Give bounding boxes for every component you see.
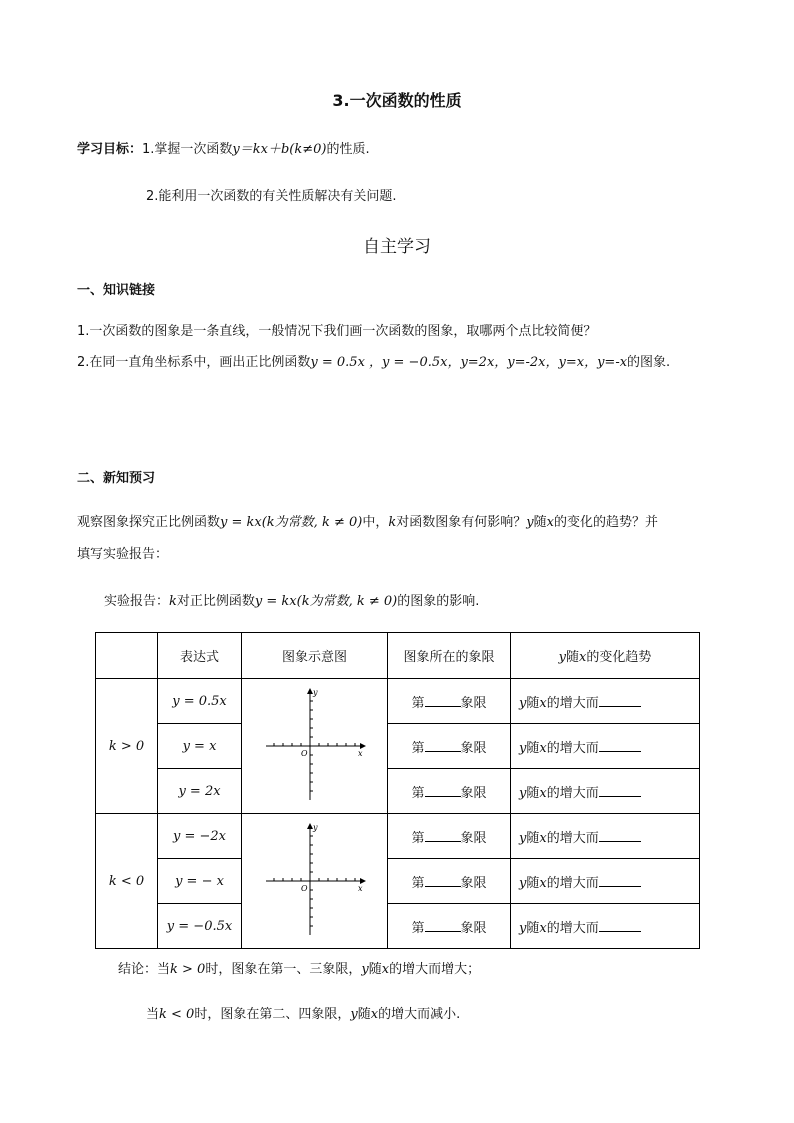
q2-suffix: 的图象. [627,355,671,370]
concl1-y: y [361,962,369,977]
learning-goal-2: 2.能利用一次函数的有关性质解决有关问题. [146,189,397,204]
trend-cell [511,769,700,814]
axis-x-label: x [357,749,363,758]
quad-prefix: 第 [411,695,425,711]
concl1-prefix: 结论：当 [118,962,171,977]
quad-suffix: 象限 [460,695,487,711]
obs1-formula: y = kx(k为常数, k ≠ 0) [220,515,363,530]
axis-origin-label: O [300,884,308,893]
q2-formulas: y = 0.5x ，y = −0.5x，y=2x，y=-2x，y=x，y=-x [310,355,628,370]
quadrant-cell [388,814,511,859]
table-row [96,859,700,904]
goal1-prefix: 1.掌握一次函数 [142,142,233,157]
trend-suffix: 的增大而 [546,785,599,801]
header-expression: 表达式 [158,633,242,679]
quadrant-cell [388,679,511,724]
coordinate-axes-sketch [260,686,370,806]
observation-line-1 [77,511,658,530]
obs1-mid3: 随 [533,515,547,530]
quadrant-blank[interactable] [425,739,461,752]
axes-sketch-cell [242,814,388,949]
trend-cell [511,679,700,724]
trend-cell [511,859,700,904]
quad-suffix: 象限 [460,875,487,891]
expression-cell: y = 0.5x [158,679,242,724]
concl1-cond: k > 0 [170,962,206,977]
trend-mid: 随 [526,920,540,936]
axis-y-label: y [312,688,318,697]
trend-y: y [519,740,527,756]
concl2-cond: k < 0 [159,1007,195,1022]
report-prefix: 实验报告： [104,594,170,609]
expression-cell: y = −0.5x [158,904,242,949]
concl2-mid: 随 [357,1007,371,1022]
report-k: k [169,594,177,609]
quad-prefix: 第 [411,920,425,936]
trend-blank[interactable] [599,919,641,932]
trend-x: x [539,785,547,801]
quadrant-blank[interactable] [425,874,461,887]
question-1: 1.一次函数的图象是一条直线，一般情况下我们画一次函数的图象，取哪两个点比较简便？ [77,324,597,339]
trend-mid: 随 [526,695,540,711]
axis-origin-label: O [300,749,308,758]
concl1-suffix: 的增大而增大； [389,962,481,977]
quad-prefix: 第 [411,830,425,846]
table-row [96,769,700,814]
conclusion-line-1 [118,958,480,977]
trend-cell [511,814,700,859]
concl2-suffix: 的增大而减小. [378,1007,461,1022]
expression-cell: y = x [158,724,242,769]
obs1-x: x [546,515,554,530]
quadrant-cell [388,859,511,904]
header-empty [96,633,158,679]
trend-y: y [519,785,527,801]
trend-y: y [519,695,527,711]
trend-mid: 随 [526,830,540,846]
trend-blank[interactable] [599,874,641,887]
header-trend-y: y [558,650,566,665]
page-title: 3.一次函数的性质 [332,91,462,110]
section-knowledge-link: 一、知识链接 [77,283,156,298]
goal-label: 学习目标： [77,142,143,157]
q2-prefix: 2.在同一直角坐标系中，画出正比例函数 [77,355,311,370]
axis-x-label: x [357,884,363,893]
trend-mid: 随 [526,875,540,891]
axes-sketch-cell [242,679,388,814]
concl2-prefix: 当 [146,1007,160,1022]
coordinate-axes-sketch [260,821,370,941]
quad-suffix: 象限 [460,785,487,801]
table-header-row [96,633,700,679]
concl2-y: y [350,1007,358,1022]
trend-x: x [539,920,547,936]
experiment-report-table [95,632,700,949]
quad-suffix: 象限 [460,920,487,936]
expression-cell: y = −2x [158,814,242,859]
table-row [96,814,700,859]
trend-suffix: 的增大而 [546,920,599,936]
trend-blank[interactable] [599,739,641,752]
report-formula: y = kx(k为常数, k ≠ 0) [254,594,398,609]
learning-goal-1 [77,138,370,157]
group-k-positive-label: k > 0 [96,679,158,814]
trend-y: y [519,830,527,846]
trend-x: x [539,740,547,756]
quadrant-blank[interactable] [425,694,461,707]
obs1-k: k [388,515,397,530]
header-trend-rest: 的变化趋势 [586,650,652,665]
trend-blank[interactable] [599,784,641,797]
goal1-suffix: 的性质. [326,142,370,157]
obs1-mid2: 对函数图象有何影响？ [396,515,527,530]
group-k-negative-label: k < 0 [96,814,158,949]
obs1-mid: 中， [362,515,389,530]
obs1-prefix: 观察图象探究正比例函数 [77,515,221,530]
expression-cell: y = 2x [158,769,242,814]
header-trend-x: x [579,650,587,665]
report-caption [104,590,479,609]
table-row [96,724,700,769]
trend-suffix: 的增大而 [546,830,599,846]
header-quadrant: 图象所在的象限 [388,633,511,679]
header-trend-mid: 随 [565,650,579,665]
quadrant-blank[interactable] [425,919,461,932]
quad-suffix: 象限 [460,830,487,846]
trend-suffix: 的增大而 [546,875,599,891]
trend-blank[interactable] [599,694,641,707]
goal1-formula: y＝kx＋b(k≠0) [232,142,327,157]
report-suffix: 的图象的影响. [397,594,480,609]
concl1-text: 时，图象在第一、三象限， [205,962,362,977]
concl2-text: 时，图象在第二、四象限， [194,1007,351,1022]
axis-y-label: y [312,823,318,832]
table-row [96,679,700,724]
quad-prefix: 第 [411,785,425,801]
quadrant-blank[interactable] [425,829,461,842]
trend-x: x [539,695,547,711]
trend-mid: 随 [526,785,540,801]
header-graph-sketch: 图象示意图 [242,633,388,679]
trend-x: x [539,875,547,891]
obs1-y: y [526,515,534,530]
quadrant-cell [388,904,511,949]
trend-blank[interactable] [599,829,641,842]
obs1-suffix: 的变化的趋势？并 [553,515,658,530]
concl1-x: x [381,962,390,977]
question-2 [77,351,670,370]
trend-x: x [539,830,547,846]
section-heading-self-study: 自主学习 [363,237,431,257]
trend-y: y [519,875,527,891]
expression-cell: y = − x [158,859,242,904]
section-new-knowledge: 二、新知预习 [77,471,156,486]
quad-prefix: 第 [411,740,425,756]
quadrant-blank[interactable] [425,784,461,797]
quadrant-cell [388,724,511,769]
trend-suffix: 的增大而 [546,740,599,756]
trend-suffix: 的增大而 [546,695,599,711]
observation-line-2: 填写实验报告： [77,547,169,562]
table-row [96,904,700,949]
trend-cell [511,904,700,949]
report-mid: 对正比例函数 [176,594,255,609]
trend-mid: 随 [526,740,540,756]
concl2-x: x [370,1007,379,1022]
quad-suffix: 象限 [460,740,487,756]
quad-prefix: 第 [411,875,425,891]
quadrant-cell [388,769,511,814]
conclusion-line-2 [146,1003,460,1022]
trend-y: y [519,920,527,936]
trend-cell [511,724,700,769]
concl1-mid: 随 [368,962,382,977]
header-trend [511,633,700,679]
